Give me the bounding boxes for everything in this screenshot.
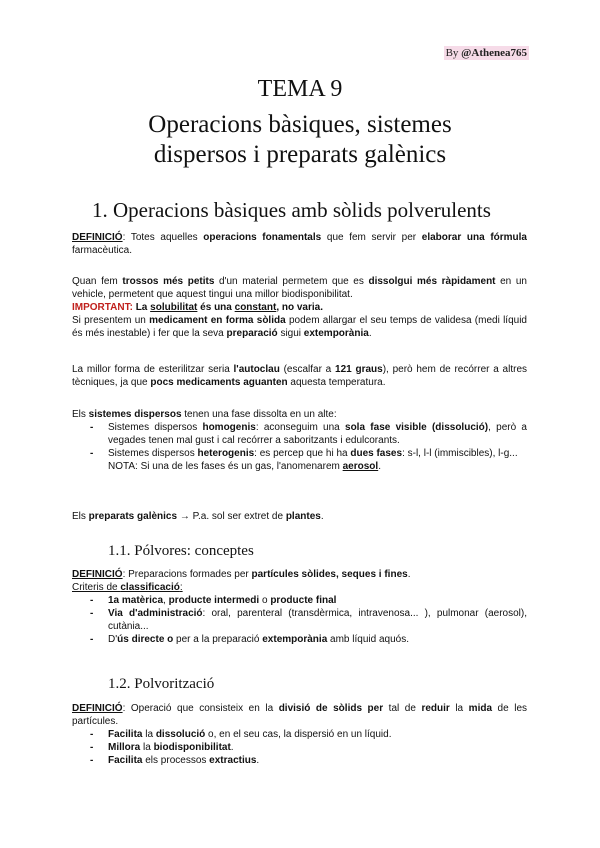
text: Si presentem un [72,315,150,326]
topic-number: TEMA 9 [257,76,343,102]
bold-text: sola fase visible (dissolució) [345,422,489,433]
text: la [449,703,469,714]
list-item [72,728,527,741]
definition-colon: : [122,569,126,580]
section-1-1-heading: 1.1. Pólvores: conceptes [108,543,254,559]
bold-text: plantes [285,511,321,522]
bold-text: partícules sòlides, seques i fines [251,569,408,580]
text: Totes aquelles [125,232,204,243]
underlined-text: : [179,582,183,593]
text: . [256,755,260,766]
list-item [72,741,527,754]
bold-text: dissolució [155,729,206,740]
text: o [259,595,271,606]
text: farmacèutica. [72,245,133,256]
section-1-2-body [72,702,527,767]
paragraph-preparats-galenics [72,510,527,523]
text: . [378,461,381,472]
dispersos-list [72,421,527,473]
bold-text: pocs medicaments aguanten [150,377,288,388]
text: Sistemes dispersos [108,422,203,433]
text: Quan fem [72,276,123,287]
underlined-text: constant [234,302,277,313]
bold-text: és una [197,302,235,313]
definition-label: DEFINICIÓ [72,569,123,580]
bold-text: sistemes dispersos [88,409,182,420]
text: Els [72,409,89,420]
bold-text: extemporània [262,634,328,645]
text: Els [72,511,89,522]
bold-text: operacions fonamentals [203,232,322,243]
definition-label: DEFINICIÓ [72,232,123,243]
bold-text: extractius [209,755,257,766]
text: : oral, parenteral (transdèrmica, intravenosa... ), pulmonar (aerosol), cutània... [108,608,527,632]
section-1-1-body [72,568,527,646]
text: amb líquid aquós. [327,634,409,645]
criteris-line [72,581,527,594]
text: els processos [142,755,210,766]
text: tal de [383,703,422,714]
underlined-text: aerosol [342,461,379,472]
list-item [72,447,527,473]
aerosol-note [108,460,527,473]
text: : es percep que hi ha [254,448,351,459]
title-line-1: Operacions bàsiques, sistemes [148,111,452,138]
text: o, en el seu cas, la dispersió en un líquid. [205,729,392,740]
text: , [163,595,169,606]
definition-label: DEFINICIÓ [72,703,123,714]
section-1-2-heading: 1.2. Polvorització [108,676,215,692]
byline-handle: @Athenea765 [461,47,527,59]
bold-text: l'autoclau [233,364,280,375]
definition-colon: : [122,232,126,243]
text: : s-l, l-l (immiscibles), l-g... [402,448,518,459]
bold-text: homogenis [202,422,256,433]
text: Preparacions formades per [125,569,252,580]
text: ), però hem de recórrer a altres tècniques, ja que [72,364,528,388]
text: . [320,511,324,522]
bold-text: La [132,302,151,313]
text: Sistemes dispersos [108,448,198,459]
byline-prefix: By [445,47,462,59]
bold-text: 1a matèrica [108,595,164,606]
bold-text: elaborar una fórmula [421,232,527,243]
bold-text: divisió de sòlids per [278,703,384,714]
bold-text: mida [468,703,493,714]
author-byline [444,46,529,60]
criteris-list [72,594,527,646]
text: Operació que consisteix en la [125,703,279,714]
bold-text: Millora [108,742,141,753]
text: per a la preparació [173,634,263,645]
text: . [407,569,411,580]
bold-text: preparació [226,328,278,339]
bold-text: reduir [421,703,450,714]
text: tenen una fase dissolta en un alte: [181,409,337,420]
list-item [72,607,527,633]
bold-text: 121 graus [335,364,383,375]
text: . [368,328,372,339]
bold-text: Via d'administració [108,608,203,619]
bold-text: medicament en forma sòlida [149,315,286,326]
bold-text: trossos més petits [122,276,215,287]
text: D' [108,634,118,645]
bold-text: dues fases [350,448,403,459]
bold-text: Facilita [108,729,143,740]
bold-text: Facilita [108,755,143,766]
underlined-text: classificació [120,582,180,593]
bold-text: preparats galènics [88,511,178,522]
bold-text: dissolgui més ràpidament [368,276,496,287]
polvoritzacio-list [72,728,527,767]
list-item [72,594,527,607]
dispersos-intro [72,408,527,421]
text: : aconseguim una [255,422,346,433]
important-label: IMPORTANT: [72,302,133,313]
title-block [0,74,600,170]
list-item [72,754,527,767]
bold-text: extemporània [303,328,369,339]
bold-text: biodisponibilitat [153,742,231,753]
paragraph-sistemes-dispersos [72,408,527,473]
definition-paragraph [72,231,527,257]
paragraph-autoclau [72,363,527,389]
section-1-heading: 1. Operacions bàsiques amb sòlids polverulents [92,198,491,222]
text: , però a vegades tenen mal gust i cal recórrer a saboritzants i edulcorants. [108,422,527,446]
list-item [72,633,527,646]
text: La millor forma de esterilitzar seria [72,364,234,375]
text: en un vehicle, permetent que aquest tingui una millor biodisponibilitat. [72,276,527,300]
text: d'un material permetem que es [214,276,369,287]
definition-colon: : [122,703,126,714]
text: . [230,742,234,753]
title-line-2: dispersos i preparats galènics [153,141,447,168]
bold-text: producte intermedi [168,595,260,606]
paragraph-forma-solida [72,314,527,340]
definition-paragraph [72,702,527,728]
underlined-text: solubilitat [150,302,198,313]
text: la [142,729,156,740]
definition-paragraph [72,568,527,581]
text: la [140,742,154,753]
text: de les partícules. [72,703,528,727]
bold-text: producte final [270,595,337,606]
text: que fem servir per [321,232,422,243]
text: (escalfar a [279,364,336,375]
bold-text: ús directe o [117,634,174,645]
text: podem allargar el seu temps de validesa (medi líquid és més inestable) i fer que la seva [72,315,527,339]
paragraph-trossos [72,275,527,301]
text: sigui [277,328,304,339]
bold-text: , no varia. [276,302,323,313]
important-note [72,301,527,314]
list-item [72,421,527,447]
underlined-text: Criteris de [72,582,121,593]
text: → P.a. sol ser extret de [177,511,286,522]
bold-text: heterogenis [197,448,255,459]
text: NOTA: Si una de les fases és un gas, l'anomenarem [108,461,343,472]
text: aquesta temperatura. [287,377,386,388]
